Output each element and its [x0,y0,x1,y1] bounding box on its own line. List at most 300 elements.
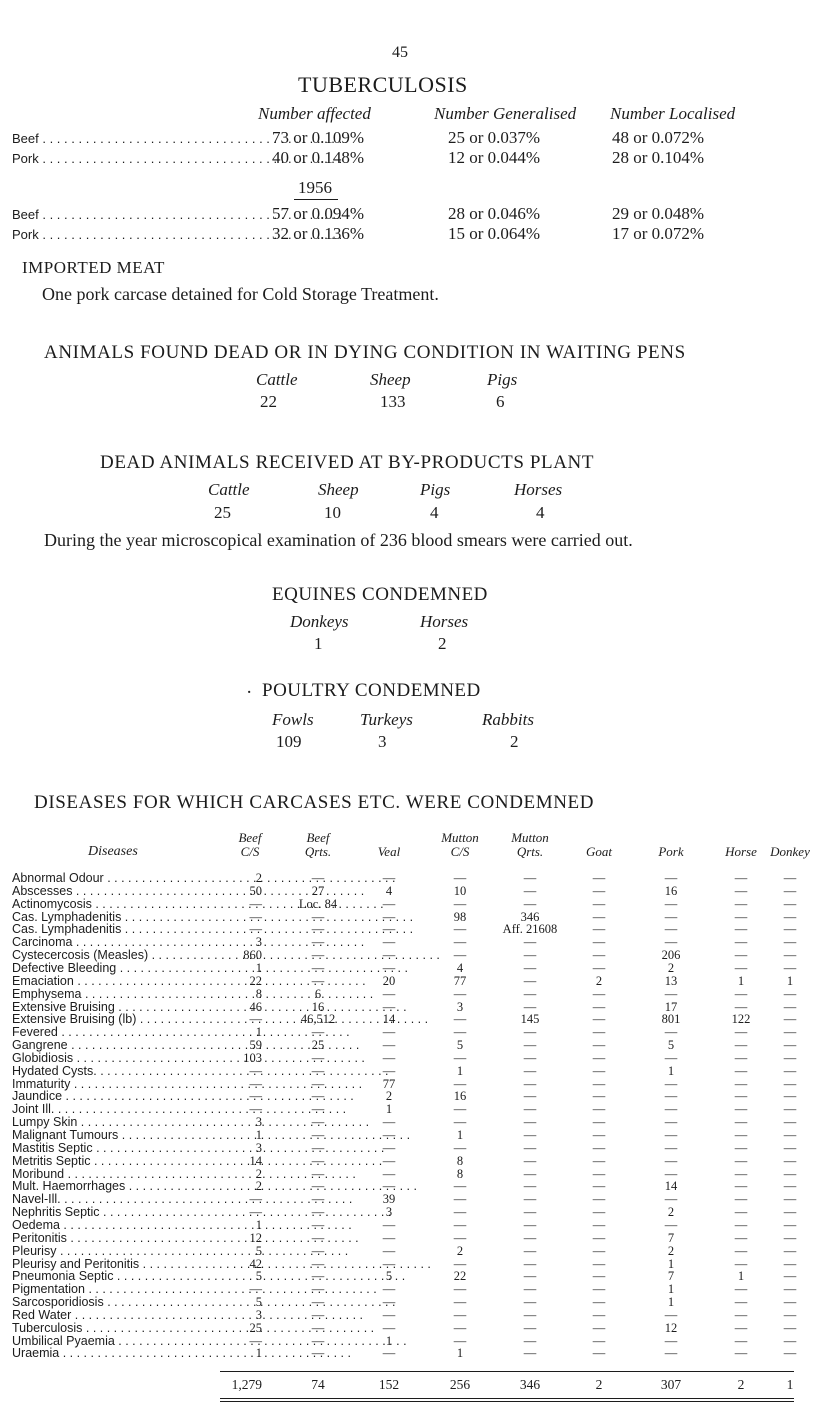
table-cell: — [734,1217,748,1232]
table-cell: — [382,935,396,950]
table-cell: — [592,1333,606,1348]
tb-localised: 48 or 0.072% [612,128,705,147]
table-cell: — [783,1243,797,1258]
table-cell: — [249,922,262,937]
imported-text: One pork carcase detained for Cold Storage Treatment. [42,284,439,304]
table-cell: — [453,1140,467,1155]
table-cell: — [734,871,748,885]
table-cell: — [311,1256,325,1271]
table-cell: — [382,986,396,1001]
table-cell: 2 [255,1166,262,1181]
table-cell: — [734,1089,748,1104]
table-cell: — [523,1050,537,1065]
table-cell: — [592,1038,606,1053]
table-cell: — [734,1320,748,1335]
table-cell: — [734,883,748,898]
table-cell: — [592,1346,606,1361]
table-cell: — [523,1063,537,1078]
table-cell: — [382,1256,396,1271]
table-cell: — [592,986,606,1001]
equines-donkeys-value: 1 [314,634,323,653]
equines-title: EQUINES CONDEMNED [272,584,488,605]
tb-affected: 57 or 0.094% [272,204,365,223]
table-cell: — [783,1295,797,1310]
table-cell: — [311,1205,325,1220]
table-cell: — [664,1102,678,1117]
column-header-top: Mutton [511,830,549,845]
header-generalised: Number Generalised [434,104,577,123]
table-cell: — [523,1192,537,1207]
table-cell: — [523,986,537,1001]
table-cell: — [783,1269,797,1284]
table-cell: — [734,1282,748,1297]
disease-row-label: Joint Ill. . . . [12,1103,234,1116]
table-cell: — [783,1076,797,1091]
tb-generalised: 15 or 0.064% [448,224,541,243]
table-cell: — [783,1307,797,1322]
table-cell: — [382,1230,396,1245]
table-cell: — [523,1179,537,1194]
table-cell: — [523,1205,537,1220]
table-cell: — [664,1128,678,1142]
tb-row-label: Pork . . . [12,227,262,242]
table-cell: — [664,1089,678,1104]
table-cell: 59 [249,1038,262,1053]
table-cell: — [311,1243,325,1258]
table-cell: 3 [255,935,262,950]
table-cell: — [734,896,748,911]
table-cell: — [734,1076,748,1091]
table-cell: — [311,1179,325,1194]
table-cell: — [664,1192,678,1207]
table-cell: — [382,1243,396,1258]
table-cell: 8 [456,1166,464,1181]
table-cell: — [382,1320,396,1335]
table-cell: — [783,1089,797,1104]
table-cell: 1 [667,1063,675,1078]
found-dead-title: ANIMALS FOUND DEAD OR IN DYING CONDITION IN WAITING PENS [44,342,686,363]
table-cell: — [734,922,748,937]
table-cell: — [249,1076,262,1091]
table-cell: Loc. 84 [298,896,338,911]
table-cell: — [523,1166,537,1181]
tb-row-label: Pork . . . [12,151,262,166]
table-cell: 6 [314,986,322,1001]
table-cell: 1 [786,973,794,988]
table-cell: — [592,1050,606,1065]
table-cell: 1 [737,1269,745,1284]
disease-row-label: Mult. Haemorrhages . . . [12,1180,234,1193]
disease-row-label: Pneumonia Septic . . . [12,1270,234,1283]
poultry-fowls-value: 109 [276,732,302,751]
table-cell: 25 [249,1320,262,1335]
disease-row-label: Abnormal Odour . . . [12,872,234,885]
table-cell: 2 [595,973,603,988]
table-cell: — [592,1282,606,1297]
disease-row-label: Tuberculosis . . . [12,1322,234,1335]
poultry-turkeys-value: 3 [378,732,387,751]
table-cell: — [453,1307,467,1322]
table-cell: — [523,948,537,963]
table-cell: — [523,1230,537,1245]
table-cell: — [311,1269,325,1284]
table-cell: — [592,1025,606,1040]
table-cell: 3 [255,1307,262,1322]
table-cell: — [523,1025,537,1040]
table-cell: 103 [243,1050,262,1065]
table-cell: 1 [385,1333,393,1348]
table-cell: — [382,909,396,924]
table-cell: 42 [249,1256,262,1271]
table-cell: — [382,1063,396,1078]
table-cell: 4 [385,883,393,898]
table-cell: — [734,1102,748,1117]
table-cell: — [664,1217,678,1232]
table-cell: — [783,1333,797,1348]
table-cell: — [523,1153,537,1168]
disease-row-label: Extensive Bruising (lb) . . . [12,1013,234,1026]
table-cell: — [592,896,606,911]
table-cell: — [783,1346,797,1361]
column-header-top: Mutton [441,830,479,845]
table-cell: 2 [255,871,262,885]
table-cell: — [523,1115,537,1130]
table-cell: — [734,909,748,924]
table-cell: — [453,1102,467,1117]
table-cell: — [311,1166,325,1181]
table-cell: — [734,1230,748,1245]
table-cell: — [664,986,678,1001]
disease-row-label: Nephritis Septic . . . [12,1206,234,1219]
table-cell: — [734,1243,748,1258]
table-cell: — [249,1012,262,1027]
table-cell: 1 [667,1295,675,1310]
table-cell: — [664,1153,678,1168]
disease-row-label: Fevered . . . [12,1026,234,1039]
table-cell: 3 [456,999,464,1014]
table-cell: 2 [385,1089,393,1104]
disease-row-label: Actinomycosis . . . [12,898,234,911]
table-cell: — [311,1295,325,1310]
disease-row-label: Cystecercosis (Measles) . . . [12,949,234,962]
table-cell: — [311,1192,325,1207]
table-cell: — [734,1115,748,1130]
table-cell: — [453,1256,467,1271]
table-cell: — [249,1102,262,1117]
table-cell: — [523,1295,537,1310]
table-cell: — [592,1089,606,1104]
tb-localised: 29 or 0.048% [612,204,705,223]
table-cell: — [592,1012,606,1027]
table-cell: 14 [664,1179,678,1194]
table-cell: — [783,1217,797,1232]
table-cell: — [382,1050,396,1065]
table-cell: — [523,1128,537,1142]
table-cell: — [783,1063,797,1078]
disease-row-label: Defective Bleeding . . . [12,962,234,975]
table-cell: — [523,1307,537,1322]
table-cell: — [311,1217,325,1232]
table-cell: — [592,1166,606,1181]
table-cell: 5 [667,1038,675,1053]
table-cell: — [453,935,467,950]
table-cell: — [783,1012,797,1027]
table-cell: — [592,909,606,924]
header-localised: Number Localised [610,104,736,123]
table-cell: — [592,1153,606,1168]
table-cell: — [249,896,262,911]
found-dead-cattle-header: Cattle [256,370,298,389]
disease-row-label: Emaciation . . . [12,975,234,988]
table-cell: — [382,1217,396,1232]
table-cell: 25 [311,1038,325,1053]
table-cell: — [453,922,467,937]
table-cell: — [734,1128,748,1142]
table-cell: — [382,1140,396,1155]
totals-rule-bottom-2 [220,1401,794,1402]
disease-row-label: Emphysema . . . [12,988,234,1001]
table-cell: 2 [255,1179,262,1194]
table-cell: — [734,1295,748,1310]
table-cell: — [523,1076,537,1091]
found-dead-pigs-header: Pigs [487,370,518,389]
table-cell: 22 [453,1269,467,1284]
table-cell: — [523,1333,537,1348]
table-cell: — [523,1269,537,1284]
table-cell: 1 [667,1282,675,1297]
table-cell: — [311,1307,325,1322]
table-cell: 50 [249,883,262,898]
table-cell: — [249,1333,262,1348]
table-cell: 2 [667,1243,675,1258]
table-cell: — [523,1346,537,1361]
table-cell: — [783,986,797,1001]
tb-row-label: Beef . . . [12,207,262,222]
table-cell: 16 [311,999,325,1014]
table-cell: — [382,896,396,911]
table-cell: — [311,1050,325,1065]
table-cell: — [734,1025,748,1040]
table-cell: — [734,1333,748,1348]
table-cell: 14 [382,1012,396,1027]
table-cell: — [523,1102,537,1117]
table-cell: — [592,999,606,1014]
table-cell: — [311,1346,325,1361]
disease-row-label: Mastitis Septic . . . [12,1142,234,1155]
table-cell: 860 [243,948,262,963]
column-header: C/S [450,844,470,859]
table-cell: — [311,1320,325,1335]
table-cell: — [453,948,467,963]
table-cell: 20 [382,973,396,988]
table-cell: 98 [453,909,467,924]
table-cell: — [664,896,678,911]
table-cell: 1 [456,1063,464,1078]
table-cell: — [382,1153,396,1168]
table-cell: 206 [661,948,681,963]
table-cell: 17 [664,999,678,1014]
byproducts-cattle-value: 25 [214,503,231,522]
table-cell: — [783,1140,797,1155]
total-cell: 256 [449,1377,471,1392]
table-cell: — [783,896,797,911]
table-cell: — [734,1307,748,1322]
table-cell: 2 [667,1205,675,1220]
total-cell: 74 [311,1377,325,1392]
table-cell: 346 [520,909,540,924]
table-cell: — [453,1115,467,1130]
disease-row-label: Carcinoma . . . [12,936,234,949]
tb-affected: 40 or 0.148% [272,148,365,167]
table-cell: — [453,1025,467,1040]
table-cell: — [783,948,797,963]
table-cell: — [311,1089,325,1104]
table-cell: — [592,1307,606,1322]
table-cell: 7 [667,1269,675,1284]
table-cell: — [311,1025,325,1040]
table-cell: — [734,1205,748,1220]
byproducts-horses-header: Horses [514,480,563,499]
column-header: Pork [658,844,684,859]
table-cell: 14 [249,1153,262,1168]
table-cell: — [783,1102,797,1117]
table-cell: — [783,1128,797,1142]
table-cell: — [783,922,797,937]
table-cell: 46 [249,999,262,1014]
table-cell: 22 [249,973,262,988]
table-cell: — [453,1333,467,1348]
table-cell: — [664,935,678,950]
disease-row-label: Cas. Lymphadenitis . . . [12,911,234,924]
table-cell: — [592,1243,606,1258]
disease-row-label: Pigmentation . . . [12,1283,234,1296]
table-cell: — [734,1256,748,1271]
byproducts-pigs-header: Pigs [420,480,451,499]
table-cell: — [382,1128,396,1142]
table-cell: — [453,871,467,885]
table-cell: — [592,1115,606,1130]
tb-localised: 17 or 0.072% [612,224,705,243]
table-cell: 77 [382,1076,396,1091]
table-cell: 1 [456,1346,464,1361]
equines-horses-value: 2 [438,634,447,653]
table-cell: — [664,1025,678,1040]
year-label: 1956 [298,178,332,197]
table-cell: — [523,1217,537,1232]
table-cell: — [453,1192,467,1207]
byproducts-pigs-value: 4 [430,503,439,522]
total-cell: 1 [786,1377,794,1392]
table-cell: — [523,1038,537,1053]
table-cell: — [783,1166,797,1181]
table-cell: — [592,1128,606,1142]
disease-row-label: Jaundice . . . [12,1090,234,1103]
table-cell: — [592,1102,606,1117]
table-cell: — [523,1320,537,1335]
table-cell: — [311,1282,325,1297]
table-cell: 1 [255,1346,262,1361]
table-cell: — [523,896,537,911]
table-cell: — [783,999,797,1014]
table-cell: — [734,1192,748,1207]
table-cell: — [311,922,325,937]
table-cell: — [664,922,678,937]
poultry-bullet: · [246,682,253,703]
table-cell: — [783,871,797,885]
table-cell: — [592,883,606,898]
blood-smears-note: During the year microscopical examination of 236 blood smears were carried out. [44,530,633,550]
table-cell: — [734,1153,748,1168]
table-cell: — [734,960,748,975]
found-dead-cattle-value: 22 [260,392,277,411]
table-cell: — [249,1063,262,1078]
poultry-turkeys-header: Turkeys [360,710,413,729]
found-dead-pigs-value: 6 [496,392,505,411]
table-cell: — [523,1089,537,1104]
poultry-title: POULTRY CONDEMNED [262,680,481,701]
tuberculosis-title: TUBERCULOSIS [298,72,468,97]
table-cell: — [664,1166,678,1181]
table-cell: 5 [456,1038,464,1053]
disease-row-label: Metritis Septic . . . [12,1155,234,1168]
table-cell: 1 [667,1256,675,1271]
table-cell: — [664,1076,678,1091]
table-cell: — [592,948,606,963]
table-cell: — [734,935,748,950]
table-cell: — [311,960,325,975]
table-cell: 77 [453,973,467,988]
disease-row-label: Malignant Tumours . . . [12,1129,234,1142]
table-cell: — [249,1089,262,1104]
table-cell: — [453,1205,467,1220]
byproducts-sheep-value: 10 [324,503,341,522]
found-dead-sheep-header: Sheep [370,370,411,389]
table-cell: 3 [255,1115,262,1130]
disease-row-label: Pleurisy and Peritonitis . . . [12,1258,234,1271]
table-cell: — [783,960,797,975]
column-header: Veal [377,844,401,859]
table-cell: — [382,1038,396,1053]
year-underline [294,199,338,200]
table-cell: — [664,1333,678,1348]
table-cell: — [311,1063,325,1078]
byproducts-sheep-header: Sheep [318,480,359,499]
table-cell: — [382,948,396,963]
table-cell: — [734,1166,748,1181]
table-cell: 145 [520,1012,540,1027]
byproducts-title: DEAD ANIMALS RECEIVED AT BY-PRODUCTS PLANT [100,452,595,473]
tb-affected: 73 or 0.109% [272,128,365,147]
table-cell: — [453,1179,467,1194]
table-cell: — [382,960,396,975]
table-cell: — [382,1179,396,1194]
equines-donkeys-header: Donkeys [290,612,349,631]
table-cell: 1 [255,1025,262,1040]
tb-row-label: Beef . . . [12,131,262,146]
table-cell: — [783,1282,797,1297]
table-cell: — [592,1320,606,1335]
table-cell: Aff. 21608 [502,922,558,937]
total-cell: 346 [519,1377,541,1392]
table-cell: 1 [255,1217,262,1232]
table-cell: — [311,1230,325,1245]
byproducts-cattle-header: Cattle [208,480,250,499]
table-cell: — [382,1307,396,1322]
table-cell: — [592,1063,606,1078]
table-cell: 7 [667,1230,675,1245]
table-cell: — [453,986,467,1001]
disease-row-label: Peritonitis . . . [12,1232,234,1245]
